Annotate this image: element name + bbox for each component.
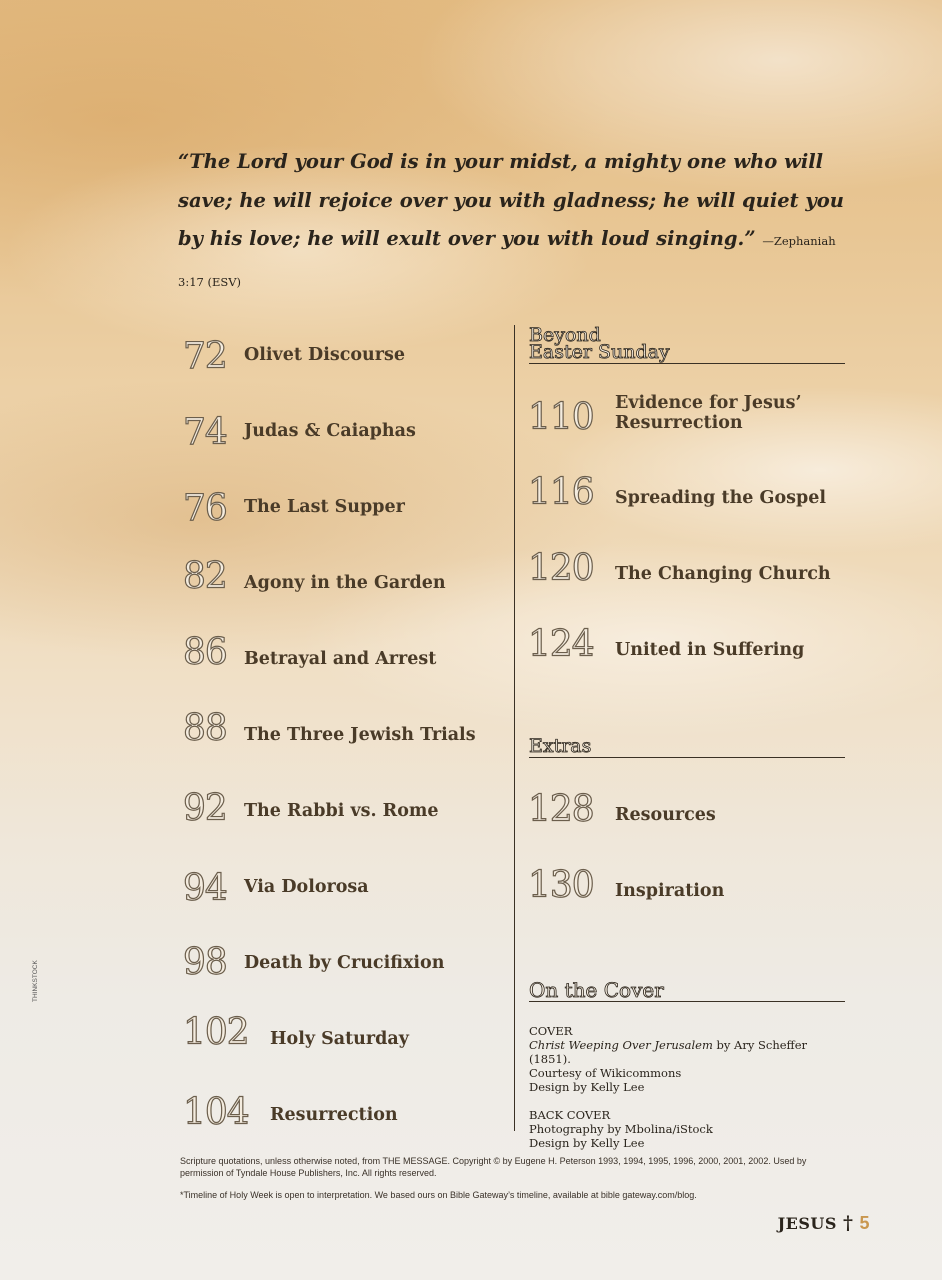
page-number: 5 (859, 1213, 870, 1233)
cover-artwork-artist: by Ary Scheffer (1851). (529, 1038, 808, 1066)
toc-entry-title[interactable]: Via Dolorosa (244, 877, 369, 897)
section-heading-beyond-easter (529, 324, 845, 364)
cover-label: COVER (529, 1024, 573, 1038)
toc-page-number: 82 (183, 556, 227, 597)
toc-page-number: 88 (183, 708, 227, 749)
toc-page-number: 130 (528, 865, 594, 906)
toc-entry-title[interactable]: The Rabbi vs. Rome (244, 801, 439, 821)
timeline-note: *Timeline of Holy Week is open to interpretation. We based ours on Bible Gateway’s timeline, available at bible gateway.com/blog. (180, 1190, 697, 1200)
toc-entry-title-line: Resurrection (615, 413, 743, 433)
column-divider (514, 325, 515, 1131)
toc-page-number: 116 (528, 472, 594, 513)
toc-page-number: 74 (183, 412, 227, 453)
toc-page-number: 92 (183, 788, 227, 829)
back-cover-label: BACK COVER (529, 1108, 611, 1122)
folio (778, 1212, 870, 1234)
toc-entry-title[interactable]: Inspiration (615, 881, 725, 901)
toc-entry-title[interactable]: Holy Saturday (270, 1029, 409, 1049)
toc-entry-title[interactable] (615, 393, 802, 433)
toc-entry-title[interactable]: Resources (615, 805, 716, 825)
toc-entry-title[interactable]: Death by Crucifixion (244, 953, 445, 973)
cover-credits (529, 1024, 849, 1150)
magazine-name: JESUS (777, 1214, 837, 1233)
toc-entry-title[interactable]: The Last Supper (244, 497, 405, 517)
cover-courtesy: Courtesy of Wikicommons (529, 1066, 682, 1080)
toc-page-number: 98 (183, 942, 227, 983)
toc-entry-title[interactable]: Olivet Discourse (244, 345, 405, 365)
scripture-copyright-note: Scripture quotations, unless otherwise noted, from THE MESSAGE. Copyright © by Eugene H. Peterson 1993, 1994, 1995, 1996, 2000, 2001, 2002. Used by permission of Tyndale House Publishers, Inc. All rights reserved. (180, 1156, 807, 1178)
toc-page-number: 94 (183, 868, 227, 909)
back-cover-photo: Photography by Mbolina/iStock (529, 1122, 713, 1136)
toc-entry-title[interactable]: Betrayal and Arrest (244, 649, 437, 669)
section-heading-on-the-cover: On the Cover (529, 982, 845, 1002)
quote-attribution: —Zephaniah 3:17 (ESV) (178, 234, 836, 289)
section-heading-line: Easter Sunday (529, 341, 670, 363)
toc-page-number: 110 (528, 397, 594, 438)
toc-page-number: 128 (528, 789, 594, 830)
toc-entry-title[interactable]: Spreading the Gospel (615, 488, 827, 508)
toc-page-number: 72 (183, 336, 227, 377)
toc-page-number: 86 (183, 632, 227, 673)
toc-entry-title[interactable]: Judas & Caiaphas (244, 421, 416, 441)
quote-text: “The Lord your God is in your midst, a mighty one who will save; he will rejoice over you with gladness; he will quiet you by his love; he will exult over you with loud singing.” (178, 150, 844, 250)
toc-page-number: 120 (528, 548, 594, 589)
toc-page-number: 102 (183, 1012, 249, 1053)
toc-entry-title[interactable]: Agony in the Garden (244, 573, 446, 593)
toc-page-number: 124 (528, 624, 594, 665)
photo-credit: THINKSTOCK (32, 960, 39, 1002)
section-heading-line: Beyond (529, 324, 601, 346)
toc-page-number: 76 (183, 488, 227, 529)
toc-entry-title-line: Evidence for Jesus’ (615, 393, 802, 413)
cross-icon: † (842, 1212, 854, 1234)
back-cover-design: Design by Kelly Lee (529, 1136, 645, 1150)
toc-entry-title[interactable]: The Changing Church (615, 564, 831, 584)
section-heading-extras: Extras (529, 738, 845, 758)
toc-entry-title[interactable]: United in Suffering (615, 640, 805, 660)
toc-page-number: 104 (183, 1092, 249, 1133)
cover-design: Design by Kelly Lee (529, 1080, 645, 1094)
epigraph-quote (178, 143, 858, 301)
toc-entry-title[interactable]: Resurrection (270, 1105, 398, 1125)
cover-artwork-title: Christ Weeping Over Jerusalem (529, 1038, 713, 1052)
toc-entry-title[interactable]: The Three Jewish Trials (244, 725, 476, 745)
cover-artwork-line (529, 1038, 849, 1066)
